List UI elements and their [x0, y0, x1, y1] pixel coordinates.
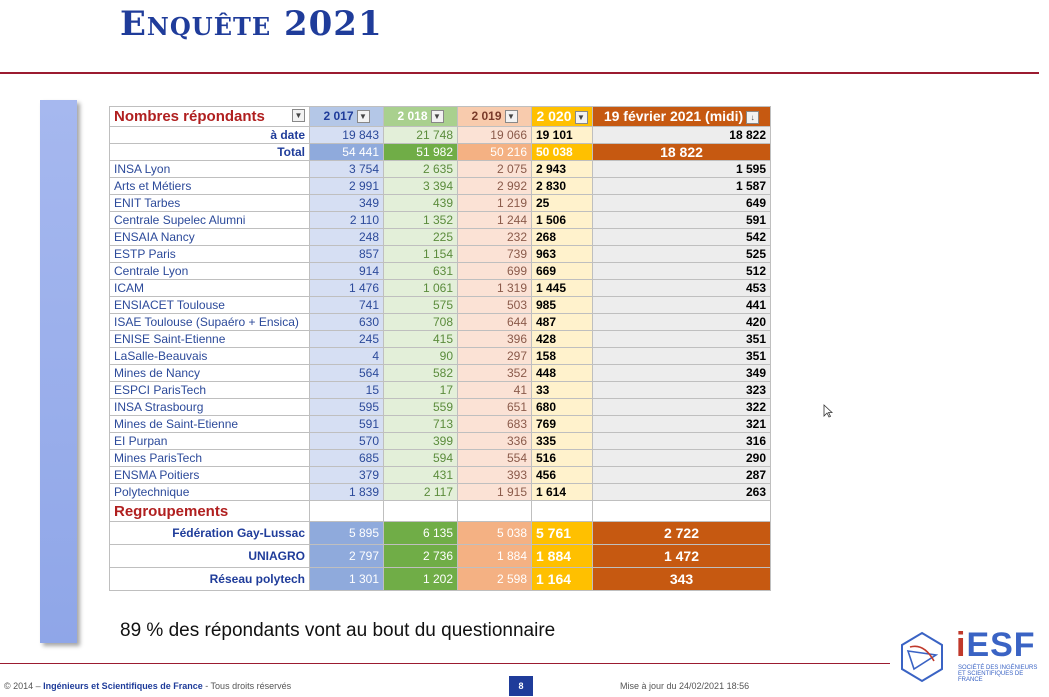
empty-cell	[384, 501, 458, 522]
table-row	[110, 297, 771, 314]
cell-2019: 297	[458, 348, 532, 365]
header-2018-label: 2 018	[397, 109, 428, 123]
header-2019-label: 2 019	[471, 109, 502, 123]
cell-2020: 158	[532, 348, 593, 365]
cell-2020: 5 761	[532, 522, 593, 545]
school-name: Centrale Lyon	[110, 263, 310, 280]
group-row	[110, 522, 771, 545]
cell-2020: 268	[532, 229, 593, 246]
total-row	[110, 144, 771, 161]
cell-2019: 19 066	[458, 127, 532, 144]
cell-2018: 631	[384, 263, 458, 280]
group-name: Fédération Gay-Lussac	[110, 522, 310, 545]
school-name: ESPCI ParisTech	[110, 382, 310, 399]
school-name: INSA Lyon	[110, 161, 310, 178]
school-name: ENISE Saint-Etienne	[110, 331, 310, 348]
cell-2020: 1 506	[532, 212, 593, 229]
filter-dropdown-icon[interactable]: ▼	[292, 109, 305, 122]
cell-2020: 487	[532, 314, 593, 331]
cell-2018: 713	[384, 416, 458, 433]
cell-2017: 19 843	[310, 127, 384, 144]
table-header-row	[110, 107, 771, 127]
cell-2021: 420	[593, 314, 771, 331]
cell-2018: 431	[384, 467, 458, 484]
cell-2020: 428	[532, 331, 593, 348]
school-name: Polytechnique	[110, 484, 310, 501]
cell-2021: 1 472	[593, 545, 771, 568]
cell-2021: 649	[593, 195, 771, 212]
table-row	[110, 246, 771, 263]
cell-2019: 683	[458, 416, 532, 433]
table-row	[110, 365, 771, 382]
group-row	[110, 568, 771, 591]
cell-2018: 17	[384, 382, 458, 399]
cell-2019: 352	[458, 365, 532, 382]
logo-wordmark: iESF	[956, 626, 1036, 664]
cell-2017: 15	[310, 382, 384, 399]
cell-2020: 33	[532, 382, 593, 399]
cell-2021: 18 822	[593, 144, 771, 161]
cell-2017: 1 476	[310, 280, 384, 297]
cell-2019: 2 992	[458, 178, 532, 195]
cell-2020: 985	[532, 297, 593, 314]
table-row	[110, 280, 771, 297]
cell-2021: 343	[593, 568, 771, 591]
cell-2020: 25	[532, 195, 593, 212]
header-2018	[384, 107, 458, 127]
header-2020-label: 2 020	[536, 108, 572, 124]
school-name: ISAE Toulouse (Supaéro + Ensica)	[110, 314, 310, 331]
cell-2021: 512	[593, 263, 771, 280]
cell-2019: 644	[458, 314, 532, 331]
cell-2017: 914	[310, 263, 384, 280]
table-row	[110, 450, 771, 467]
school-name: LaSalle-Beauvais	[110, 348, 310, 365]
cell-2017: 2 110	[310, 212, 384, 229]
school-name: Mines de Saint-Etienne	[110, 416, 310, 433]
header-2017	[310, 107, 384, 127]
header-2021-label: 19 février 2021 (midi)	[603, 108, 744, 124]
school-name: ENIT Tarbes	[110, 195, 310, 212]
group-name: Réseau polytech	[110, 568, 310, 591]
cell-2019: 1 219	[458, 195, 532, 212]
empty-cell	[458, 501, 532, 522]
header-2021	[593, 107, 771, 127]
cell-2021: 290	[593, 450, 771, 467]
cell-2018: 90	[384, 348, 458, 365]
cell-2019: 396	[458, 331, 532, 348]
cell-2019: 5 038	[458, 522, 532, 545]
cell-2018: 1 352	[384, 212, 458, 229]
header-label-cell	[110, 107, 310, 127]
cell-2021: 525	[593, 246, 771, 263]
copyright-prefix: © 2014 –	[4, 681, 44, 691]
cell-2018: 559	[384, 399, 458, 416]
cell-2020: 50 038	[532, 144, 593, 161]
footer-updated: Mise à jour du 24/02/2021 18:56	[620, 681, 750, 691]
cell-2019: 739	[458, 246, 532, 263]
cell-2017: 591	[310, 416, 384, 433]
cell-2018: 225	[384, 229, 458, 246]
cell-2017: 248	[310, 229, 384, 246]
school-name: ENSAIA Nancy	[110, 229, 310, 246]
cell-2018: 3 394	[384, 178, 458, 195]
cell-2018: 708	[384, 314, 458, 331]
filter-dropdown-icon[interactable]: ▼	[431, 110, 444, 123]
cell-2021: 263	[593, 484, 771, 501]
cell-2021: 591	[593, 212, 771, 229]
cell-2017: 2 991	[310, 178, 384, 195]
page-number: 8	[509, 676, 533, 696]
school-name: ESTP Paris	[110, 246, 310, 263]
title-rule	[0, 72, 1039, 74]
respondents-table	[109, 106, 771, 591]
cell-2018: 582	[384, 365, 458, 382]
cell-2020: 669	[532, 263, 593, 280]
cell-2021: 18 822	[593, 127, 771, 144]
footer-copyright	[4, 681, 291, 691]
header-label: Nombres répondants	[114, 108, 265, 125]
filter-dropdown-icon[interactable]: ▼	[357, 110, 370, 123]
cell-2017: 5 895	[310, 522, 384, 545]
cell-2018: 1 154	[384, 246, 458, 263]
table-row	[110, 331, 771, 348]
cell-2021: 542	[593, 229, 771, 246]
empty-cell	[532, 501, 593, 522]
total-label: Total	[110, 144, 310, 161]
cell-2019: 699	[458, 263, 532, 280]
school-name: Mines de Nancy	[110, 365, 310, 382]
cell-2020: 1 614	[532, 484, 593, 501]
school-name: INSA Strasbourg	[110, 399, 310, 416]
cell-2017: 741	[310, 297, 384, 314]
cell-2018: 575	[384, 297, 458, 314]
cell-2020: 335	[532, 433, 593, 450]
header-2019	[458, 107, 532, 127]
filter-dropdown-icon[interactable]: ▼	[575, 111, 588, 124]
cell-2021: 1 587	[593, 178, 771, 195]
footer-rule	[0, 663, 890, 664]
cell-2019: 393	[458, 467, 532, 484]
table-row	[110, 263, 771, 280]
a-date-row	[110, 127, 771, 144]
table-row	[110, 314, 771, 331]
school-name: ICAM	[110, 280, 310, 297]
cell-2018: 51 982	[384, 144, 458, 161]
cell-2021: 351	[593, 348, 771, 365]
cell-2017: 379	[310, 467, 384, 484]
cell-2020: 963	[532, 246, 593, 263]
cell-2017: 245	[310, 331, 384, 348]
cell-2020: 680	[532, 399, 593, 416]
table-row	[110, 416, 771, 433]
cell-2017: 1 839	[310, 484, 384, 501]
a-date-label: à date	[110, 127, 310, 144]
cell-2019: 41	[458, 382, 532, 399]
cell-2019: 1 884	[458, 545, 532, 568]
cell-2019: 1 915	[458, 484, 532, 501]
cell-2021: 322	[593, 399, 771, 416]
cell-2018: 2 117	[384, 484, 458, 501]
cell-2020: 448	[532, 365, 593, 382]
school-name: Mines ParisTech	[110, 450, 310, 467]
table-row	[110, 484, 771, 501]
cell-2020: 19 101	[532, 127, 593, 144]
empty-cell	[593, 501, 771, 522]
cell-2021: 316	[593, 433, 771, 450]
slide-title: Enquête 2021	[120, 4, 383, 44]
school-name: Centrale Supelec Alumni	[110, 212, 310, 229]
table-row	[110, 348, 771, 365]
cell-2018: 439	[384, 195, 458, 212]
header-2020	[532, 107, 593, 127]
cell-2017: 630	[310, 314, 384, 331]
table-row	[110, 399, 771, 416]
cell-2018: 2 635	[384, 161, 458, 178]
sort-dropdown-icon[interactable]: ↓	[746, 111, 759, 124]
cell-2021: 323	[593, 382, 771, 399]
cell-2019: 503	[458, 297, 532, 314]
table-row	[110, 467, 771, 484]
school-name: Arts et Métiers	[110, 178, 310, 195]
mouse-pointer-icon	[823, 404, 833, 418]
cell-2019: 232	[458, 229, 532, 246]
cell-2020: 1 164	[532, 568, 593, 591]
table-row	[110, 195, 771, 212]
cell-2017: 4	[310, 348, 384, 365]
cell-2018: 6 135	[384, 522, 458, 545]
school-name: ENSMA Poitiers	[110, 467, 310, 484]
table-row	[110, 382, 771, 399]
table-row	[110, 178, 771, 195]
cell-2020: 456	[532, 467, 593, 484]
cell-2019: 50 216	[458, 144, 532, 161]
cell-2017: 54 441	[310, 144, 384, 161]
header-2017-label: 2 017	[323, 109, 354, 123]
cell-2018: 21 748	[384, 127, 458, 144]
table-row	[110, 212, 771, 229]
cell-2020: 516	[532, 450, 593, 467]
cell-2017: 349	[310, 195, 384, 212]
cell-2021: 2 722	[593, 522, 771, 545]
cell-2017: 857	[310, 246, 384, 263]
cell-2018: 415	[384, 331, 458, 348]
filter-dropdown-icon[interactable]: ▼	[505, 110, 518, 123]
cell-2017: 2 797	[310, 545, 384, 568]
empty-cell	[310, 501, 384, 522]
cell-2020: 769	[532, 416, 593, 433]
cell-2018: 1 061	[384, 280, 458, 297]
cell-2017: 1 301	[310, 568, 384, 591]
group-row	[110, 545, 771, 568]
cell-2019: 2 598	[458, 568, 532, 591]
cell-2020: 1 884	[532, 545, 593, 568]
school-name: ENSIACET Toulouse	[110, 297, 310, 314]
cell-2018: 594	[384, 450, 458, 467]
cell-2017: 564	[310, 365, 384, 382]
logo-subtitle: SOCIÉTÉ DES INGÉNIEURS ET SCIENTIFIQUES DE FRANCE	[958, 665, 1038, 683]
cell-2019: 1 244	[458, 212, 532, 229]
school-name: EI Purpan	[110, 433, 310, 450]
cell-2021: 321	[593, 416, 771, 433]
cell-2019: 651	[458, 399, 532, 416]
cell-2017: 685	[310, 450, 384, 467]
cell-2021: 441	[593, 297, 771, 314]
regroupements-heading-row	[110, 501, 771, 522]
copyright-rights: - Tous droits réservés	[202, 681, 292, 691]
cell-2018: 399	[384, 433, 458, 450]
cell-2019: 336	[458, 433, 532, 450]
cell-2021: 1 595	[593, 161, 771, 178]
cell-2021: 287	[593, 467, 771, 484]
copyright-org: Ingénieurs et Scientifiques de France	[43, 681, 203, 691]
regroupements-title: Regroupements	[110, 501, 310, 522]
cell-2018: 1 202	[384, 568, 458, 591]
decorative-sidebar	[40, 100, 77, 643]
cell-2020: 2 830	[532, 178, 593, 195]
group-name: UNIAGRO	[110, 545, 310, 568]
footnote: 89 % des répondants vont au bout du questionnaire	[120, 620, 556, 641]
cell-2021: 453	[593, 280, 771, 297]
cell-2017: 3 754	[310, 161, 384, 178]
table-row	[110, 161, 771, 178]
cell-2021: 351	[593, 331, 771, 348]
cell-2017: 570	[310, 433, 384, 450]
cell-2019: 1 319	[458, 280, 532, 297]
cell-2019: 554	[458, 450, 532, 467]
table-row	[110, 229, 771, 246]
table-row	[110, 433, 771, 450]
cell-2020: 1 445	[532, 280, 593, 297]
cell-2021: 349	[593, 365, 771, 382]
cell-2017: 595	[310, 399, 384, 416]
cell-2018: 2 736	[384, 545, 458, 568]
cell-2019: 2 075	[458, 161, 532, 178]
cell-2020: 2 943	[532, 161, 593, 178]
